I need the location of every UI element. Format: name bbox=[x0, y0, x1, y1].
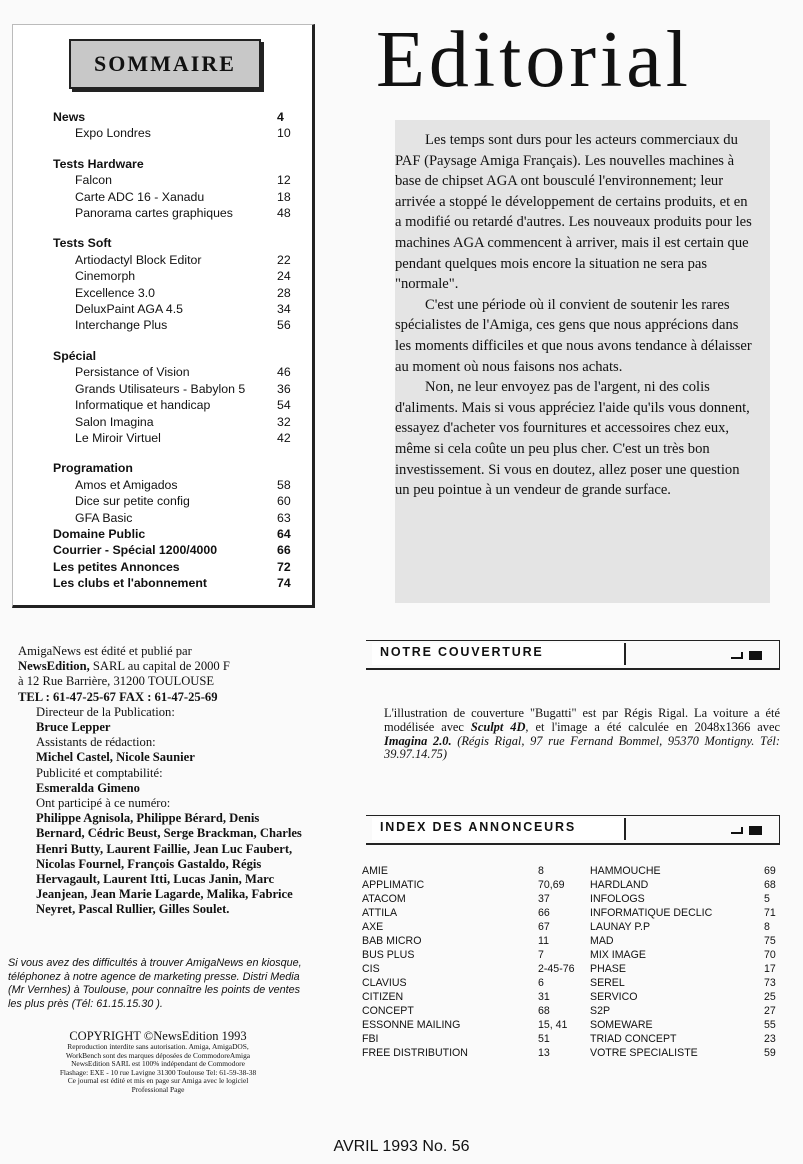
toc-entry-title: Persistance of Vision bbox=[75, 365, 190, 380]
toc-entry-title: Artiodactyl Block Editor bbox=[75, 252, 202, 267]
advertiser-page: 11 bbox=[538, 935, 549, 947]
masthead bbox=[18, 644, 308, 918]
advertiser-page: 68 bbox=[538, 1005, 550, 1017]
toc-entry bbox=[53, 460, 303, 476]
advertiser-name: AMIE bbox=[362, 865, 388, 877]
advertiser-name: ATACOM bbox=[362, 893, 406, 905]
advertiser-page: 17 bbox=[764, 963, 776, 975]
toc-entry-title: DeluxPaint AGA 4.5 bbox=[75, 302, 184, 317]
toc-entry-title: Les petites Annonces bbox=[53, 559, 180, 574]
sommaire-title-box bbox=[69, 39, 261, 89]
toc-entry-title: Excellence 3.0 bbox=[75, 285, 155, 300]
advertiser-row bbox=[590, 892, 776, 906]
pub-label: Publicité et comptabilité: bbox=[36, 765, 163, 780]
advertiser-page: 75 bbox=[764, 935, 776, 947]
toc-entry-title: Falcon bbox=[75, 173, 112, 188]
advertiser-row bbox=[362, 976, 575, 990]
advertiser-name: AXE bbox=[362, 921, 384, 933]
sculpt-4d: Sculpt 4D bbox=[470, 719, 526, 734]
toc-entry-page: 60 bbox=[277, 494, 291, 509]
toc-entry-page: 63 bbox=[277, 510, 291, 525]
toc-entry-title: Amos et Amigados bbox=[75, 477, 178, 492]
advertiser-page: 25 bbox=[764, 991, 776, 1003]
toc-entry-title: Spécial bbox=[53, 348, 97, 363]
toc-entry bbox=[53, 381, 303, 397]
advertiser-row bbox=[362, 878, 575, 892]
couverture-text-part: L'illustration de couverture "Bugatti" est par Régis Rigal. La voiture a été modélisée avec bbox=[384, 706, 780, 734]
toc-section bbox=[53, 348, 303, 446]
sommaire-box bbox=[12, 24, 315, 608]
advertiser-name: SEREL bbox=[590, 977, 625, 989]
copyright-line: Flashage: EXE - 10 rue Lavigne 31300 Toulouse Tel: 61-59-38-38 bbox=[59, 1067, 257, 1077]
copyright-line: Professional Page bbox=[131, 1084, 185, 1094]
contrib-label: Ont participé à ce numéro: bbox=[36, 796, 171, 811]
advertiser-name: INFOLOGS bbox=[590, 893, 645, 905]
toc-entry-title: Grands Utilisateurs - Babylon 5 bbox=[75, 381, 246, 396]
toc-entry-page: 4 bbox=[277, 110, 284, 124]
advertiser-name: FBI bbox=[362, 1033, 379, 1045]
advertiser-name: FREE DISTRIBUTION bbox=[362, 1047, 468, 1059]
toc-entry-page: 18 bbox=[277, 189, 291, 204]
advertiser-row bbox=[362, 864, 575, 878]
advertiser-name: MAD bbox=[590, 935, 614, 947]
table-of-contents bbox=[53, 109, 303, 606]
toc-entry-title: Courrier - Spécial 1200/4000 bbox=[53, 543, 218, 558]
masthead-address: à 12 Rue Barrière, 31200 TOULOUSE bbox=[18, 674, 215, 689]
copyright-line: WorkBench sont des marques déposées de CommodoreAmiga bbox=[65, 1050, 251, 1060]
toc-entry-title: Carte ADC 16 - Xanadu bbox=[75, 189, 205, 204]
toc-entry-title: Informatique et handicap bbox=[75, 398, 211, 413]
toc-entry-page: 42 bbox=[277, 430, 291, 445]
toc-entry-page: 48 bbox=[277, 206, 291, 221]
toc-entry bbox=[53, 317, 303, 333]
editorial-title: Editorial bbox=[376, 16, 692, 104]
toc-entry-title: GFA Basic bbox=[75, 510, 133, 525]
advertiser-row bbox=[590, 920, 776, 934]
advertiser-name: CIS bbox=[362, 963, 380, 975]
advertiser-name: SERVICO bbox=[590, 991, 638, 1003]
toc-entry-page: 56 bbox=[277, 318, 291, 333]
advertiser-page: 69 bbox=[764, 865, 776, 877]
advertiser-name: CITIZEN bbox=[362, 991, 404, 1003]
masthead-line bbox=[18, 659, 308, 674]
advertiser-name: INFORMATIQUE DECLIC bbox=[590, 907, 713, 919]
advertiser-page: 13 bbox=[538, 1047, 550, 1059]
advertiser-page: 70 bbox=[764, 949, 776, 961]
advertiser-page: 15, 41 bbox=[538, 1019, 568, 1031]
toc-entry-page: 32 bbox=[277, 414, 291, 429]
toc-entry-title: Tests Soft bbox=[53, 236, 112, 251]
advertiser-row bbox=[362, 962, 575, 976]
editorial-text bbox=[395, 120, 770, 603]
distribution-note: Si vous avez des difficultés à trouver AmigaNews en kiosque, téléphonez à notre agence de marketing presse. Distri Media (Mr Vernhes) à Toulouse, pour connaître les points de ventes les plus près (Tél: 61.15.15.30 ). bbox=[8, 957, 302, 1010]
advertiser-row bbox=[590, 976, 776, 990]
toc-entry bbox=[53, 205, 303, 221]
toc-entry-page: 66 bbox=[277, 543, 291, 558]
advertiser-page: 7 bbox=[538, 949, 544, 961]
toc-entry-page: 36 bbox=[277, 381, 291, 396]
toc-entry-title: Cinemorph bbox=[75, 269, 136, 284]
advertiser-name: MIX IMAGE bbox=[590, 949, 646, 961]
advertiser-page: 71 bbox=[764, 907, 776, 919]
contributors: Philippe Agnisola, Philippe Bérard, Denis Bernard, Cédric Beust, Serge Brackman, Charles Henri Butty, Laurent Faillie, Jean Luc Faubert, Nicolas Fournel, François Gastaldo, Régis Hervagault, Laurent Itti, Lucas Janin, Marc Jeanjean, Jean Marie Lagarde, Malika, Fabrice Neyret, Pascal Rullier, Gilles Soulet. bbox=[36, 811, 302, 917]
toc-entry bbox=[53, 542, 303, 558]
advertiser-page: 68 bbox=[764, 879, 776, 891]
toc-entry bbox=[53, 172, 303, 188]
advertiser-row bbox=[362, 920, 575, 934]
sommaire-title: SOMMAIRE bbox=[94, 51, 236, 76]
imagina: Imagina 2.0. bbox=[384, 733, 452, 748]
masthead-phone: TEL : 61-47-25-67 FAX : 61-47-25-69 bbox=[18, 689, 218, 704]
advertiser-name: APPLIMATIC bbox=[362, 879, 425, 891]
toc-entry bbox=[53, 575, 303, 591]
advertiser-page: 2-45-76 bbox=[538, 963, 575, 975]
advertiser-page: 66 bbox=[538, 907, 550, 919]
advertiser-row bbox=[590, 1004, 776, 1018]
toc-entry-page: 64 bbox=[277, 526, 291, 541]
editorial-paragraph: Les temps sont durs pour les acteurs commerciaux du PAF (Paysage Amiga Français). Les nouvelles machines à base de chipset AGA ont bousculé l'environnement; leur arrivée a stoppé le développement de certains produits, et en a modifié ou retardé d'autres. Les nouveaux produits pour les machines AGA commencent à arriver, mais il est certain que pendant quelques mois encore la situation ne sera pas "normale". bbox=[395, 132, 752, 293]
advertiser-name: LAUNAY P.P bbox=[590, 921, 651, 933]
publisher-name: NewsEdition, bbox=[18, 659, 90, 674]
advertiser-name: SOMEWARE bbox=[590, 1019, 653, 1031]
toc-entry-page bbox=[277, 235, 303, 251]
advertiser-page: 37 bbox=[538, 893, 550, 905]
advertiser-row bbox=[590, 934, 776, 948]
advertiser-name: CONCEPT bbox=[362, 1005, 414, 1017]
index-header bbox=[366, 815, 780, 845]
toc-entry bbox=[53, 109, 303, 125]
toc-entry bbox=[53, 301, 303, 317]
toc-entry-page: 46 bbox=[277, 365, 291, 380]
advertiser-name: TRIAD CONCEPT bbox=[590, 1033, 677, 1045]
advertiser-page: 8 bbox=[538, 865, 544, 877]
toc-entry-title: Salon Imagina bbox=[75, 414, 154, 429]
advertiser-page: 6 bbox=[538, 977, 544, 989]
toc-entry bbox=[53, 285, 303, 301]
copyright bbox=[14, 1029, 302, 1095]
advertiser-name: CLAVIUS bbox=[362, 977, 407, 989]
advertiser-page: 70,69 bbox=[538, 879, 565, 891]
advertiser-name: HARDLAND bbox=[590, 879, 649, 891]
advertiser-page: 5 bbox=[764, 893, 770, 905]
advertiser-row bbox=[590, 1046, 776, 1060]
advertiser-row bbox=[362, 1046, 575, 1060]
toc-entry bbox=[53, 268, 303, 284]
toc-entry-page: 24 bbox=[277, 269, 291, 284]
toc-entry bbox=[53, 477, 303, 493]
advertiser-page: 27 bbox=[764, 1005, 776, 1017]
toc-entry-page bbox=[277, 348, 303, 364]
couverture-credit: (Régis Rigal, 97 rue Fernand Bommel, 95370 Montigny. Tél: 39.97.14.75) bbox=[384, 733, 780, 762]
advertiser-row bbox=[590, 878, 776, 892]
toc-entry-page: 72 bbox=[277, 559, 291, 574]
advertiser-row bbox=[590, 1032, 776, 1046]
couverture-text bbox=[384, 707, 780, 762]
editorial-paragraph: C'est une période où il convient de soutenir les rares spécialistes de l'Amiga, ces gens que nous apprécions dans les moments difficiles et que nous avons tendance à délaisser au moment où nous faisons nos achats. bbox=[395, 296, 752, 375]
advertiser-name: HAMMOUCHE bbox=[590, 865, 661, 877]
toc-entry bbox=[53, 125, 303, 141]
toc-section bbox=[53, 460, 303, 591]
toc-entry-page: 10 bbox=[277, 126, 291, 141]
advertiser-row bbox=[590, 990, 776, 1004]
toc-entry-page: 22 bbox=[277, 252, 291, 267]
advertiser-name: BUS PLUS bbox=[362, 949, 415, 961]
advertiser-page: 73 bbox=[764, 977, 776, 989]
toc-entry bbox=[53, 493, 303, 509]
toc-entry-title: Tests Hardware bbox=[53, 156, 144, 171]
advertiser-row bbox=[362, 892, 575, 906]
advertiser-row bbox=[362, 990, 575, 1004]
advertiser-page: 59 bbox=[764, 1047, 776, 1059]
index-right-column bbox=[590, 864, 776, 1060]
assistants-label: Assistants de rédaction: bbox=[36, 735, 156, 750]
toc-entry bbox=[53, 430, 303, 446]
advertiser-row bbox=[590, 962, 776, 976]
index-title: INDEX DES ANNONCEURS bbox=[372, 818, 626, 840]
toc-entry-title: Le Miroir Virtuel bbox=[75, 430, 161, 445]
toc-entry bbox=[53, 364, 303, 380]
toc-entry-page: 54 bbox=[277, 398, 291, 413]
advertiser-page: 31 bbox=[538, 991, 550, 1003]
masthead-line: AmigaNews est édité et publié par bbox=[18, 644, 192, 658]
advertiser-page: 51 bbox=[538, 1033, 550, 1045]
pub-name: Esmeralda Gimeno bbox=[36, 780, 140, 795]
toc-entry-title: Panorama cartes graphiques bbox=[75, 206, 233, 221]
toc-entry-title: Domaine Public bbox=[53, 526, 146, 541]
toc-entry-page: 58 bbox=[277, 477, 291, 492]
copyright-line: Reproduction interdite sans autorisation. Amiga, AmigaDOS, bbox=[67, 1042, 249, 1051]
toc-entry bbox=[53, 156, 303, 172]
advertiser-row bbox=[362, 1018, 575, 1032]
copyright-line: NewsEdition SARL est 100% indépendant de Commodore bbox=[71, 1059, 245, 1069]
couverture-text-part: , et l'image a été calculée en 2048x1366 avec bbox=[525, 719, 781, 734]
toc-entry-page bbox=[277, 156, 303, 172]
toc-entry bbox=[53, 348, 303, 364]
advertiser-name: ATTILA bbox=[362, 907, 398, 919]
toc-entry-page: 12 bbox=[277, 173, 291, 188]
advertiser-row bbox=[590, 906, 776, 920]
advertiser-row bbox=[362, 1032, 575, 1046]
toc-section bbox=[53, 156, 303, 222]
advertiser-name: BAB MICRO bbox=[362, 935, 422, 947]
advertiser-name: VOTRE SPECIALISTE bbox=[590, 1047, 698, 1059]
director-name: Bruce Lepper bbox=[36, 720, 111, 735]
toc-entry-title: Programation bbox=[53, 461, 133, 476]
advertiser-row bbox=[590, 948, 776, 962]
advertiser-row bbox=[362, 948, 575, 962]
toc-entry bbox=[53, 559, 303, 575]
advertiser-name: S2P bbox=[590, 1005, 611, 1017]
toc-entry-title: Interchange Plus bbox=[75, 318, 168, 333]
advertiser-row bbox=[362, 934, 575, 948]
advertiser-row bbox=[590, 1018, 776, 1032]
director-label: Directeur de la Publication: bbox=[36, 704, 175, 719]
toc-section bbox=[53, 109, 303, 142]
editorial-paragraph: Non, ne leur envoyez pas de l'argent, ni des colis d'aliments. Mais si vous appréciez l'aide qu'ils vous donnent, essayez d'acheter vos fournitures et accessoires chez eux, même si cela coûte un peu plus cher. C'est un très bon investissement. Si vous en doutez, allez poser une question un peu pointue à un vendeur de grande surface. bbox=[395, 379, 750, 499]
copyright-line: Ce journal est édité et mis en page sur Amiga avec le logiciel bbox=[67, 1076, 249, 1086]
toc-entry-page: 34 bbox=[277, 302, 291, 317]
index-left-column bbox=[362, 864, 575, 1060]
toc-section bbox=[53, 235, 303, 333]
advertiser-page: 55 bbox=[764, 1019, 776, 1031]
advertiser-row bbox=[590, 864, 776, 878]
assistants-names: Michel Castel, Nicole Saunier bbox=[36, 750, 195, 765]
toc-entry-page: 74 bbox=[277, 576, 291, 591]
advertiser-page: 23 bbox=[764, 1033, 776, 1045]
window-gadget-icon bbox=[731, 825, 765, 837]
toc-entry-page bbox=[277, 460, 303, 476]
toc-entry-title: Dice sur petite config bbox=[75, 494, 190, 509]
window-gadget-icon bbox=[731, 650, 765, 662]
toc-entry bbox=[53, 252, 303, 268]
publisher-capital: SARL au capital de 2000 F bbox=[89, 659, 230, 674]
advertiser-page: 8 bbox=[764, 921, 770, 933]
toc-entry-title: Expo Londres bbox=[75, 126, 151, 141]
couverture-title: NOTRE COUVERTURE bbox=[372, 643, 626, 665]
advertiser-name: PHASE bbox=[590, 963, 626, 975]
toc-entry bbox=[53, 526, 303, 542]
couverture-header bbox=[366, 640, 780, 670]
toc-entry bbox=[53, 235, 303, 251]
advertiser-name: ESSONNE MAILING bbox=[362, 1019, 461, 1031]
toc-entry-title: News bbox=[53, 110, 86, 124]
toc-entry-page: 28 bbox=[277, 285, 291, 300]
toc-entry-title: Les clubs et l'abonnement bbox=[53, 576, 207, 591]
copyright-title: COPYRIGHT ©NewsEdition 1993 bbox=[69, 1029, 247, 1043]
issue-footer: AVRIL 1993 No. 56 bbox=[333, 1138, 470, 1155]
toc-entry bbox=[53, 510, 303, 526]
advertiser-row bbox=[362, 906, 575, 920]
advertiser-row bbox=[362, 1004, 575, 1018]
advertiser-page: 67 bbox=[538, 921, 550, 933]
toc-entry bbox=[53, 414, 303, 430]
toc-entry bbox=[53, 397, 303, 413]
toc-entry bbox=[53, 189, 303, 205]
